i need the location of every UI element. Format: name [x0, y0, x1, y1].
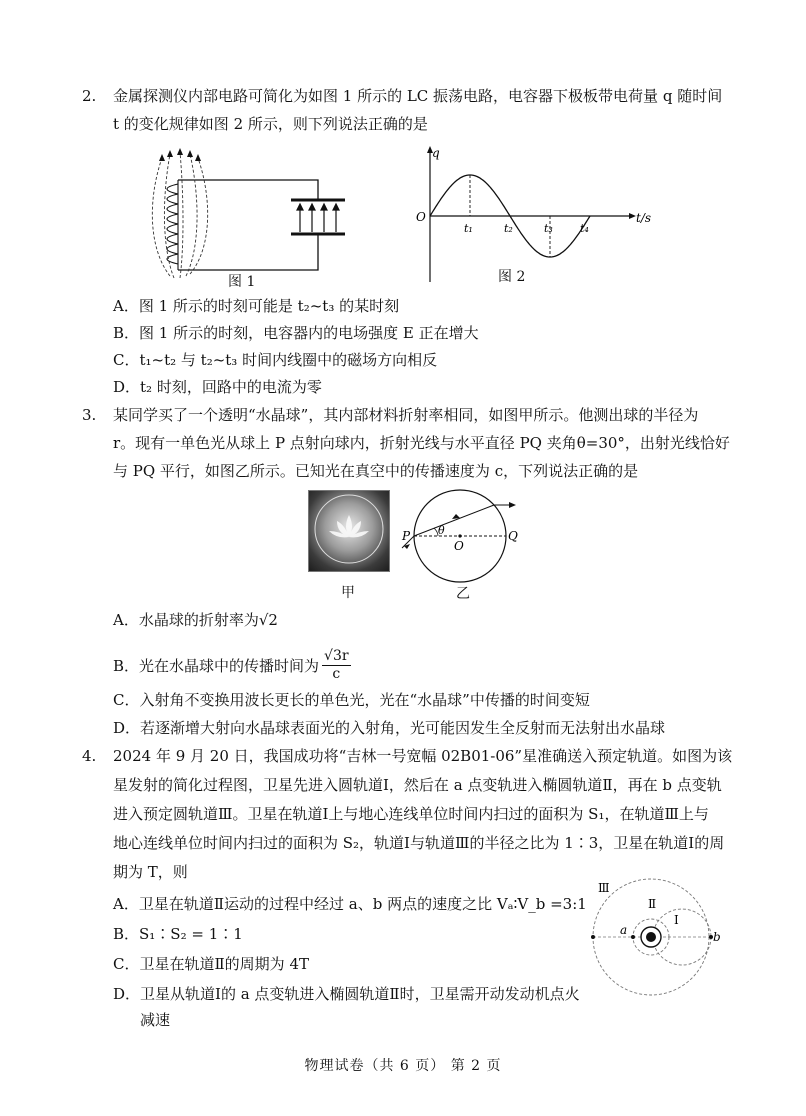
option-b [113, 648, 351, 683]
question-text: 进入预定圆轨道Ⅲ。卫星在轨道Ⅰ上与地心连线单位时间内扫过的面积为 S₁，在轨道Ⅲ上与 [113, 805, 709, 823]
option-c: C．t₁~t₂ 与 t₂~t₃ 时间内线圈中的磁场方向相反 [113, 351, 438, 369]
figure-caption: 图 2 [498, 269, 526, 285]
refraction-diagram [400, 488, 535, 588]
option-c: C．卫星在轨道Ⅱ的周期为 4T [113, 955, 309, 973]
t4-label: t₄ [580, 222, 589, 235]
question-text: 2024 年 9 月 20 日，我国成功将“吉林一号宽幅 02B01-06”星准确送入预定轨道。如图为该 [113, 747, 733, 765]
question-text: 某同学买了一个透明“水晶球”，其内部材料折射率相同，如图甲所示。他测出球的半径为 [113, 406, 699, 424]
origin-label: O [416, 210, 426, 224]
option-b: B．图 1 所示的时刻，电容器内的电场强度 E 正在增大 [113, 324, 479, 342]
option-c: C．入射角不变换用波长更长的单色光，光在“水晶球”中传播的时间变短 [113, 691, 590, 709]
point-q-label: Q [508, 529, 518, 543]
figure-caption: 甲 [341, 585, 355, 601]
q-t-graph [400, 142, 660, 292]
t2-label: t₂ [504, 222, 513, 235]
option-d-continued: 减速 [140, 1011, 171, 1029]
question-number: 2. [82, 87, 97, 105]
question-number: 4. [82, 747, 97, 765]
question-number: 3. [82, 406, 97, 424]
question-text: 金属探测仪内部电路可简化为如图 1 所示的 LC 振荡电路，电容器下极板带电荷量 q 随时间 [113, 87, 723, 105]
point-a-label: a [620, 923, 628, 937]
refractive-index-value: √2 [258, 611, 278, 629]
orbit-i-label: Ⅰ [674, 913, 679, 927]
option-d: D．若逐渐增大射向水晶球表面光的入射角，光可能因发生全反射而无法射出水晶球 [113, 719, 666, 737]
theta-label: θ [438, 524, 445, 537]
option-a [113, 610, 278, 630]
orbit-diagram [586, 872, 726, 1002]
fraction-numerator: √3r [324, 648, 349, 664]
question-text: r。现有一单色光从球上 P 点射向球内，折射光线与水平直径 PQ 夹角θ=30°，出射光线恰好 [113, 434, 730, 452]
figure-caption: 乙 [456, 586, 470, 602]
option-a: A．图 1 所示的时刻可能是 t₂~t₃ 的某时刻 [113, 297, 400, 315]
option-d: D．卫星从轨道Ⅰ的 a 点变轨进入椭圆轨道Ⅱ时，卫星需开动发动机点火 [113, 985, 580, 1003]
fraction-denominator: c [332, 666, 341, 682]
point-p-label: P [402, 529, 411, 543]
option-b-text: B．光在水晶球中的传播时间为 [113, 656, 320, 675]
option-a-text: A．水晶球的折射率为 [113, 611, 259, 629]
lc-circuit-figure [148, 148, 348, 288]
orbit-iii-label: Ⅲ [598, 881, 610, 895]
question-text: 星发射的简化过程图，卫星先进入圆轨道Ⅰ，然后在 a 点变轨进入椭圆轨道Ⅱ，再在 b 点变轨 [113, 776, 722, 794]
option-d: D．t₂ 时刻，回路中的电流为零 [113, 378, 322, 396]
question-text: 地心连线单位时间内扫过的面积为 S₂，轨道Ⅰ与轨道Ⅲ的半径之比为 1∶3，卫星在轨道Ⅰ的周 [113, 834, 725, 852]
point-b-label: b [713, 930, 721, 944]
t3-label: t₃ [544, 222, 553, 235]
question-text: 期为 T，则 [113, 863, 188, 881]
center-o-label: O [454, 539, 464, 553]
t1-label: t₁ [464, 222, 473, 235]
figure-caption: 图 1 [228, 274, 256, 290]
question-text: 与 PQ 平行，如图乙所示。已知光在真空中的传播速度为 c，下列说法正确的是 [113, 462, 639, 480]
question-text: t 的变化规律如图 2 所示，则下列说法正确的是 [113, 115, 428, 133]
orbit-ii-label: Ⅱ [648, 897, 657, 911]
page-footer: 物理试卷（共 6 页） 第 2 页 [304, 1058, 502, 1074]
option-a: A．卫星在轨道Ⅱ运动的过程中经过 a、b 两点的速度之比 Vₐ∶V_b =3:1 [113, 895, 587, 913]
fraction [322, 648, 351, 683]
option-b: B．S₁∶S₂ = 1∶1 [113, 925, 243, 943]
t-axis-label: t/s [636, 211, 652, 225]
crystal-ball-photo [308, 490, 390, 572]
q-axis-label: q [432, 146, 440, 160]
